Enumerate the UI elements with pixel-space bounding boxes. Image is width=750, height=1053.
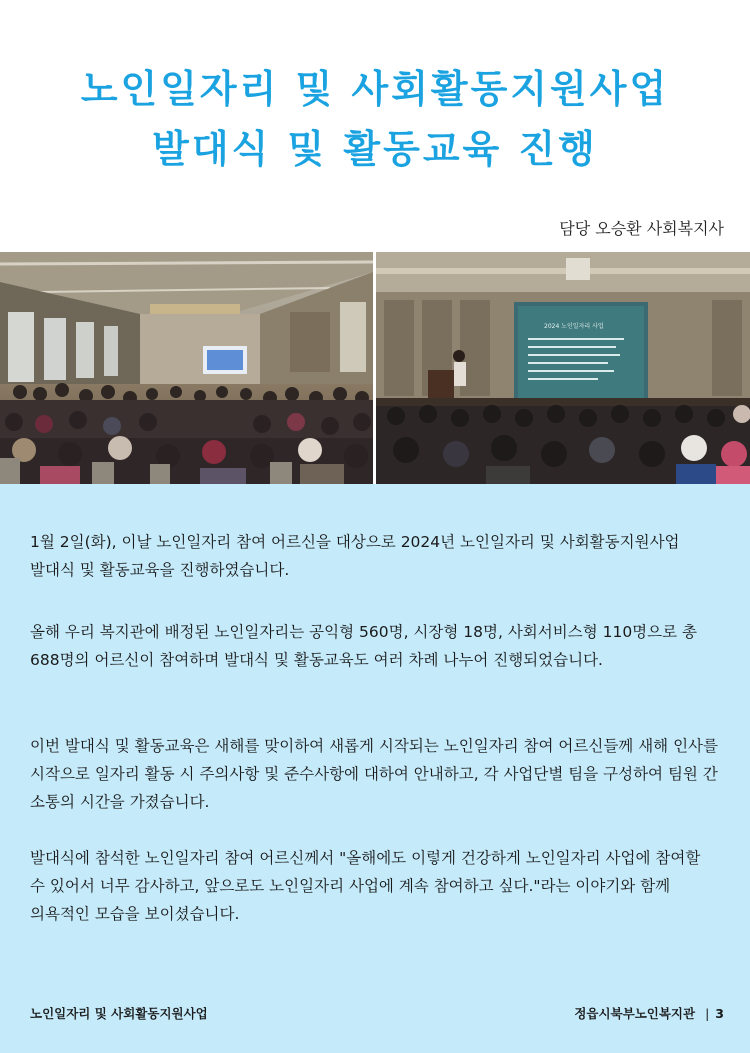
audience-photo	[0, 252, 373, 484]
paragraph-1: 1월 2일(화), 이날 노인일자리 참여 어르신을 대상으로 2024년 노인일자리 및 사회활동지원사업 발대식 및 활동교육을 진행하였습니다.	[30, 533, 680, 579]
audience-photo-image	[0, 252, 373, 484]
author-byline: 담당 오승환 사회복지사	[559, 219, 724, 238]
footer-separator: |	[705, 1006, 710, 1021]
slide-title: 2024 노인일자리 사업	[544, 323, 604, 330]
footer-org	[574, 1004, 724, 1022]
footer-section-title: 노인일자리 및 사회활동지원사업	[30, 1006, 208, 1021]
page-title-line-1: 노인일자리 및 사회활동지원사업	[80, 67, 670, 111]
paragraph-2: 올해 우리 복지관에 배정된 노인일자리는 공익형 560명, 시장형 18명, 사회서비스형 110명으로 총 688명의 어르신이 참여하며 발대식 및 활동교육도 여러 차례 나누어 진행되었습니다.	[30, 623, 698, 669]
header	[0, 0, 750, 252]
page-title-line-2: 발대식 및 활동교육 진행	[152, 127, 598, 171]
presentation-photo-image	[376, 252, 750, 484]
footer-org-name: 정읍시북부노인복지관	[574, 1006, 696, 1021]
article-body	[0, 484, 750, 1053]
photo-strip	[0, 252, 750, 484]
page-number: 3	[715, 1006, 724, 1021]
presentation-photo	[376, 252, 750, 484]
paragraph-4: 발대식에 참석한 노인일자리 참여 어르신께서 "올해에도 이렇게 건강하게 노인일자리 사업에 참여할 수 있어서 너무 감사하고, 앞으로도 노인일자리 사업에 계속 참여하고 싶다."라는 이야기와 함께 의욕적인 모습을 보이셨습니다.	[30, 849, 701, 923]
paragraph-3: 이번 발대식 및 활동교육은 새해를 맞이하여 새롭게 시작되는 노인일자리 참여 어르신들께 새해 인사를 시작으로 일자리 활동 시 주의사항 및 준수사항에 대하여 안내하고, 각 사업단별 팀을 구성하여 팀원 간 소통의 시간을 가졌습니다.	[30, 737, 718, 811]
